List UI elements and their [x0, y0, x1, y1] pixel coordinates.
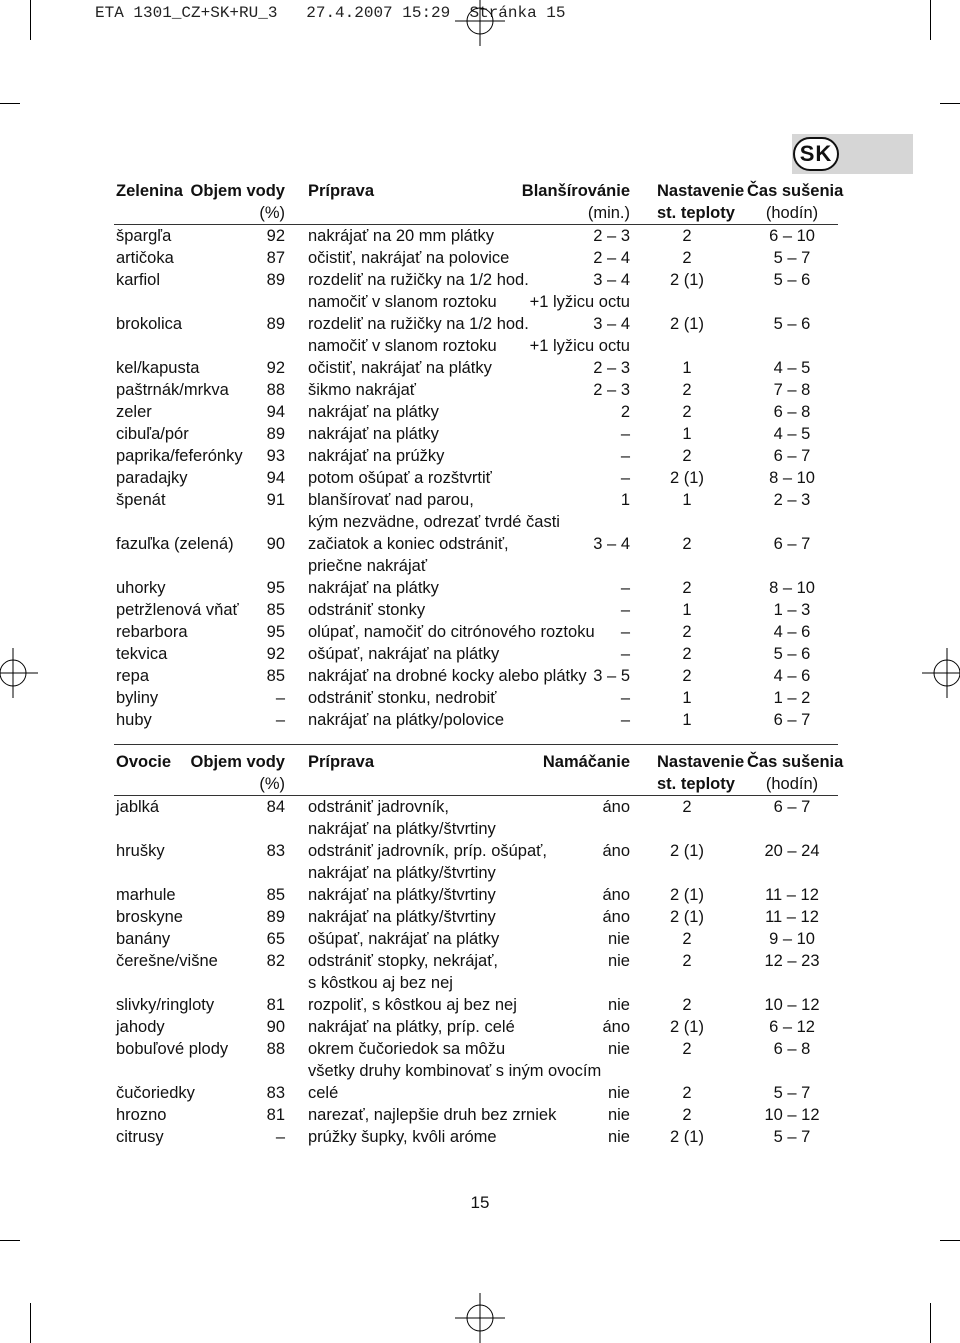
cell-name: kel/kapusta: [116, 359, 200, 377]
cell-name: paprika/feferónky: [116, 447, 243, 465]
cell-name: artičoka: [116, 249, 174, 267]
cell-setting: 1: [682, 359, 692, 377]
table-row: [114, 467, 838, 489]
table-header-row: [114, 180, 844, 202]
cell-preparation: nakrájať na plátky, príp. celé: [308, 1018, 515, 1036]
cell-preparation: ošúpať, nakrájať na plátky: [308, 930, 500, 948]
cell-time: 6 – 8: [773, 1040, 811, 1058]
cell-preparation: odstrániť stonku, nedrobiť: [308, 689, 497, 707]
trim-line: [930, 1303, 931, 1343]
cell-treatment: –: [620, 711, 630, 729]
cell-water: 84: [266, 798, 285, 816]
cell-time: 7 – 8: [773, 381, 811, 399]
cell-time: 6 – 7: [773, 447, 811, 465]
cell-setting: 2 (1): [670, 886, 704, 904]
table-row: [114, 709, 838, 731]
cell-time: 8 – 10: [769, 579, 815, 597]
cell-treatment: áno: [602, 842, 630, 860]
table-row: [114, 335, 838, 357]
header-water: Objem vody: [190, 753, 285, 771]
vegetable-table: [114, 180, 844, 731]
trim-line: [0, 1240, 20, 1241]
cell-time: 11 – 12: [765, 908, 819, 926]
cell-water: 85: [266, 601, 285, 619]
cell-treatment: –: [620, 425, 630, 443]
registration-mark-left-icon: [0, 648, 38, 698]
cell-preparation: rozdeliť na ružičky na 1/2 hod.: [308, 271, 529, 289]
cell-water: 89: [266, 425, 285, 443]
cell-treatment: 2: [620, 403, 630, 421]
cell-preparation: začiatok a koniec odstrániť,: [308, 535, 509, 553]
cell-water: 82: [266, 952, 285, 970]
cell-time: 5 – 6: [773, 645, 811, 663]
cell-water: 90: [266, 535, 285, 553]
table-row: [114, 577, 838, 599]
cell-water: 89: [266, 271, 285, 289]
cell-setting: 2: [682, 1084, 692, 1102]
table-row: [114, 313, 838, 335]
table-header-row: [114, 202, 838, 224]
cell-name: cibuľa/pór: [116, 425, 189, 443]
cell-time: 4 – 6: [773, 667, 811, 685]
cell-time: 6 – 7: [773, 711, 811, 729]
cell-name: broskyne: [116, 908, 183, 926]
cell-setting: 2: [682, 447, 692, 465]
cell-treatment: –: [620, 601, 630, 619]
cell-time: 1 – 3: [773, 601, 811, 619]
cell-setting: 2 (1): [670, 1018, 704, 1036]
cell-preparation: priečne nakrájať: [308, 557, 428, 575]
cell-setting: 2 (1): [670, 842, 704, 860]
cell-preparation: nakrájať na plátky/štvrtiny: [308, 864, 496, 882]
cell-time: 6 – 10: [769, 227, 815, 245]
header-setting: Nastavenie: [657, 182, 745, 200]
cell-preparation: rozpoliť, s kôstkou aj bez nej: [308, 996, 517, 1014]
cell-treatment: áno: [602, 908, 630, 926]
cell-time: 4 – 5: [773, 359, 811, 377]
cell-preparation: nakrájať na prúžky: [308, 447, 445, 465]
cell-setting: 2: [682, 996, 692, 1014]
table-row: [114, 665, 838, 687]
table-row: [114, 379, 838, 401]
cell-name: jablká: [116, 798, 160, 816]
cell-water: 93: [266, 447, 285, 465]
cell-water: 94: [266, 403, 285, 421]
cell-preparation: potom ošúpať a rozštvrtiť: [308, 469, 492, 487]
header-preparation: Príprava: [308, 182, 375, 200]
cell-setting: 1: [682, 689, 692, 707]
header-time-unit: (hodín): [765, 775, 819, 793]
table-row: [114, 884, 838, 906]
section-rule: [114, 744, 838, 745]
table-row: [114, 972, 838, 994]
cell-name: rebarbora: [116, 623, 188, 641]
table-row: [114, 599, 838, 621]
cell-time: 20 – 24: [764, 842, 820, 860]
cell-preparation: očistiť, nakrájať na plátky: [308, 359, 492, 377]
cell-setting: 2 (1): [670, 1128, 704, 1146]
header-water: Objem vody: [190, 182, 285, 200]
header-name: Ovocie: [116, 753, 172, 771]
cell-setting: 1: [682, 491, 692, 509]
trim-line: [0, 103, 20, 104]
table-header-row: [114, 751, 844, 773]
cell-time: 6 – 7: [773, 535, 811, 553]
cell-water: 81: [266, 996, 285, 1014]
trim-line: [940, 1240, 960, 1241]
cell-name: tekvica: [116, 645, 168, 663]
table-row: [114, 1104, 838, 1126]
cell-name: jahody: [116, 1018, 165, 1036]
table-row: [114, 862, 838, 884]
cell-preparation: okrem čučoriedok sa môžu: [308, 1040, 506, 1058]
cell-treatment: nie: [607, 1040, 630, 1058]
cell-time: 2 – 3: [773, 491, 811, 509]
cell-name: špargľa: [116, 227, 172, 245]
cell-water: 81: [266, 1106, 285, 1124]
cell-setting: 2: [682, 227, 692, 245]
cell-name: zeler: [116, 403, 152, 421]
table-body: [114, 796, 838, 1148]
header-time: Čas sušenia: [747, 182, 844, 200]
table-row: [114, 225, 838, 247]
cell-treatment: 2 – 3: [593, 359, 630, 377]
cell-time: 9 – 10: [769, 930, 815, 948]
cell-water: 94: [266, 469, 285, 487]
cell-treatment: nie: [607, 996, 630, 1014]
table-row: [114, 796, 838, 818]
cell-treatment: 3 – 4: [593, 271, 630, 289]
cell-setting: 2 (1): [670, 908, 704, 926]
cell-water: 87: [266, 249, 285, 267]
print-header: ETA 1301_CZ+SK+RU_3 27.4.2007 15:29 Stránka 15: [95, 4, 566, 22]
table-row: [114, 643, 838, 665]
cell-name: karfiol: [116, 271, 161, 289]
trim-line: [30, 1303, 31, 1343]
cell-setting: 2: [682, 403, 692, 421]
cell-name: čerešne/višne: [116, 952, 218, 970]
cell-setting: 1: [682, 425, 692, 443]
registration-mark-bottom-icon: [455, 1293, 505, 1343]
cell-name: slivky/ringloty: [116, 996, 215, 1014]
cell-setting: 2: [682, 249, 692, 267]
cell-setting: 2 (1): [670, 469, 704, 487]
cell-preparation: nakrájať na plátky/polovice: [308, 711, 505, 729]
cell-setting: 2: [682, 645, 692, 663]
cell-treatment: 3 – 4: [593, 315, 630, 333]
cell-treatment: –: [620, 645, 630, 663]
cell-time: 5 – 7: [773, 249, 811, 267]
cell-name: fazuľka (zelená): [116, 535, 234, 553]
cell-setting: 2: [682, 1106, 692, 1124]
header-setting-unit: st. teploty: [657, 775, 735, 793]
cell-water: 95: [266, 623, 285, 641]
cell-time: 1 – 2: [773, 689, 811, 707]
cell-treatment: –: [620, 447, 630, 465]
cell-treatment: 3 – 5: [593, 667, 630, 685]
cell-setting: 2: [682, 535, 692, 553]
header-water-unit: (%): [259, 775, 285, 793]
cell-treatment: –: [620, 623, 630, 641]
cell-time: 5 – 6: [773, 315, 811, 333]
cell-name: citrusy: [116, 1128, 164, 1146]
cell-time: 4 – 6: [773, 623, 811, 641]
table-row: [114, 1060, 838, 1082]
cell-setting: 2 (1): [670, 271, 704, 289]
cell-water: –: [275, 711, 285, 729]
cell-treatment: +1 lyžicu octu: [529, 293, 630, 311]
cell-preparation: nakrájať na plátky: [308, 425, 439, 443]
cell-preparation: nakrájať na plátky/štvrtiny: [308, 886, 496, 904]
table-row: [114, 489, 838, 511]
table-row: [114, 1082, 838, 1104]
page-number: 15: [470, 1193, 490, 1212]
cell-time: 5 – 7: [773, 1128, 811, 1146]
cell-name: brokolica: [116, 315, 183, 333]
table-row: [114, 818, 838, 840]
cell-water: 65: [266, 930, 285, 948]
cell-water: 92: [266, 645, 285, 663]
cell-time: 6 – 7: [773, 798, 811, 816]
table-row: [114, 1126, 838, 1148]
cell-water: 85: [266, 667, 285, 685]
table-row: [114, 357, 838, 379]
cell-treatment: –: [620, 469, 630, 487]
header-blanching-unit: (min.): [587, 204, 630, 222]
cell-treatment: 2 – 4: [593, 249, 630, 267]
cell-preparation: nakrájať na plátky/štvrtiny: [308, 820, 496, 838]
header-blanching: Blanšírovánie: [521, 182, 630, 200]
cell-preparation: celé: [308, 1084, 339, 1102]
cell-setting: 2: [682, 579, 692, 597]
header-time: Čas sušenia: [747, 753, 844, 771]
table-row: [114, 533, 838, 555]
cell-preparation: ošúpať, nakrájať na plátky: [308, 645, 500, 663]
cell-name: paštrnák/mrkva: [116, 381, 229, 399]
cell-preparation: narezať, najlepšie druh bez zrniek: [308, 1106, 557, 1124]
cell-water: 83: [266, 842, 285, 860]
cell-treatment: –: [620, 689, 630, 707]
cell-preparation: očistiť, nakrájať na polovice: [308, 249, 510, 267]
header-time-unit: (hodín): [765, 204, 819, 222]
cell-treatment: 3 – 4: [593, 535, 630, 553]
cell-preparation: nakrájať na plátky: [308, 579, 439, 597]
table-row: [114, 950, 838, 972]
cell-name: petržlenová vňať: [116, 601, 239, 619]
table-row: [114, 247, 838, 269]
table-row: [114, 511, 838, 533]
cell-treatment: nie: [607, 1106, 630, 1124]
cell-water: 85: [266, 886, 285, 904]
header-soaking: Namáčanie: [542, 753, 630, 771]
registration-mark-top-icon: [455, 0, 505, 46]
cell-preparation: blanšírovať nad parou,: [308, 491, 474, 509]
cell-water: 83: [266, 1084, 285, 1102]
cell-treatment: –: [620, 579, 630, 597]
cell-name: čučoriedky: [116, 1084, 195, 1102]
cell-name: byliny: [116, 689, 159, 707]
cell-preparation: namočiť v slanom roztoku: [308, 337, 497, 355]
cell-setting: 2: [682, 381, 692, 399]
cell-time: 6 – 12: [769, 1018, 815, 1036]
table-row: [114, 269, 838, 291]
table-row: [114, 401, 838, 423]
cell-setting: 2: [682, 1040, 692, 1058]
cell-water: 90: [266, 1018, 285, 1036]
cell-setting: 2: [682, 798, 692, 816]
cell-preparation: nakrájať na plátky: [308, 403, 439, 421]
cell-preparation: odstrániť stonky: [308, 601, 426, 619]
language-badge: SK: [793, 137, 839, 171]
cell-treatment: áno: [602, 798, 630, 816]
cell-preparation: namočiť v slanom roztoku: [308, 293, 497, 311]
cell-treatment: 1: [620, 491, 630, 509]
table-row: [114, 994, 838, 1016]
cell-preparation: odstrániť jadrovník,: [308, 798, 450, 816]
cell-water: 89: [266, 315, 285, 333]
cell-name: huby: [116, 711, 152, 729]
table-row: [114, 621, 838, 643]
table-row: [114, 423, 838, 445]
cell-name: bobuľové plody: [116, 1040, 229, 1058]
cell-time: 5 – 7: [773, 1084, 811, 1102]
cell-time: 8 – 10: [769, 469, 815, 487]
header-water-unit: (%): [259, 204, 285, 222]
cell-water: 88: [266, 1040, 285, 1058]
cell-setting: 2: [682, 952, 692, 970]
cell-name: marhule: [116, 886, 176, 904]
cell-preparation: kým nezvädne, odrezať tvrdé časti: [308, 513, 560, 531]
cell-preparation: rozdeliť na ružičky na 1/2 hod.: [308, 315, 529, 333]
table-row: [114, 291, 838, 313]
header-preparation: Príprava: [308, 753, 375, 771]
cell-time: 6 – 8: [773, 403, 811, 421]
cell-treatment: nie: [607, 930, 630, 948]
trim-line: [940, 103, 960, 104]
table-row: [114, 555, 838, 577]
cell-setting: 2: [682, 667, 692, 685]
cell-treatment: 2 – 3: [593, 227, 630, 245]
cell-time: 5 – 6: [773, 271, 811, 289]
cell-treatment: áno: [602, 886, 630, 904]
cell-water: 92: [266, 359, 285, 377]
cell-time: 11 – 12: [765, 886, 819, 904]
cell-time: 4 – 5: [773, 425, 811, 443]
header-setting: Nastavenie: [657, 753, 745, 771]
header-name: Zelenina: [116, 182, 183, 200]
cell-time: 10 – 12: [764, 1106, 820, 1124]
cell-name: banány: [116, 930, 171, 948]
cell-preparation: nakrájať na plátky/štvrtiny: [308, 908, 496, 926]
cell-preparation: šikmo nakrájať: [308, 381, 416, 399]
trim-line: [30, 0, 31, 40]
cell-treatment: nie: [607, 1128, 630, 1146]
cell-treatment: 2 – 3: [593, 381, 630, 399]
table-body: [114, 225, 838, 731]
fruit-table: [114, 744, 844, 1148]
cell-water: 88: [266, 381, 285, 399]
cell-name: paradajky: [116, 469, 188, 487]
cell-preparation: nakrájať na drobné kocky alebo plátky: [308, 667, 587, 685]
table-row: [114, 928, 838, 950]
registration-mark-right-icon: [922, 648, 960, 698]
cell-name: hrozno: [116, 1106, 167, 1124]
cell-water: 95: [266, 579, 285, 597]
table-row: [114, 1038, 838, 1060]
cell-water: 92: [266, 227, 285, 245]
cell-time: 12 – 23: [764, 952, 820, 970]
table-header-row: [114, 773, 838, 795]
table-row: [114, 1016, 838, 1038]
cell-treatment: nie: [607, 1084, 630, 1102]
cell-water: 91: [266, 491, 285, 509]
cell-name: špenát: [116, 491, 166, 509]
cell-setting: 2: [682, 623, 692, 641]
cell-water: –: [275, 1128, 285, 1146]
cell-time: 10 – 12: [764, 996, 820, 1014]
cell-preparation: s kôstkou aj bez nej: [308, 974, 453, 992]
cell-name: repa: [116, 667, 150, 685]
table-row: [114, 906, 838, 928]
cell-water: 89: [266, 908, 285, 926]
cell-setting: 1: [682, 711, 692, 729]
header-setting-unit: st. teploty: [657, 204, 735, 222]
cell-name: uhorky: [116, 579, 166, 597]
cell-setting: 2: [682, 930, 692, 948]
cell-preparation: odstrániť jadrovník, príp. ošúpať,: [308, 842, 547, 860]
cell-preparation: olúpať, namočiť do citrónového roztoku: [308, 623, 595, 641]
cell-setting: 1: [682, 601, 692, 619]
trim-line: [930, 0, 931, 40]
cell-treatment: +1 lyžicu octu: [529, 337, 630, 355]
table-row: [114, 840, 838, 862]
table-row: [114, 445, 838, 467]
table-row: [114, 687, 838, 709]
cell-preparation: všetky druhy kombinovať s iným ovocím: [308, 1062, 602, 1080]
cell-preparation: odstrániť stopky, nekrájať,: [308, 952, 498, 970]
cell-preparation: nakrájať na 20 mm plátky: [308, 227, 494, 245]
cell-treatment: nie: [607, 952, 630, 970]
cell-water: –: [275, 689, 285, 707]
cell-preparation: prúžky šupky, kvôli aróme: [308, 1128, 497, 1146]
cell-name: hrušky: [116, 842, 165, 860]
cell-treatment: áno: [602, 1018, 630, 1036]
cell-setting: 2 (1): [670, 315, 704, 333]
